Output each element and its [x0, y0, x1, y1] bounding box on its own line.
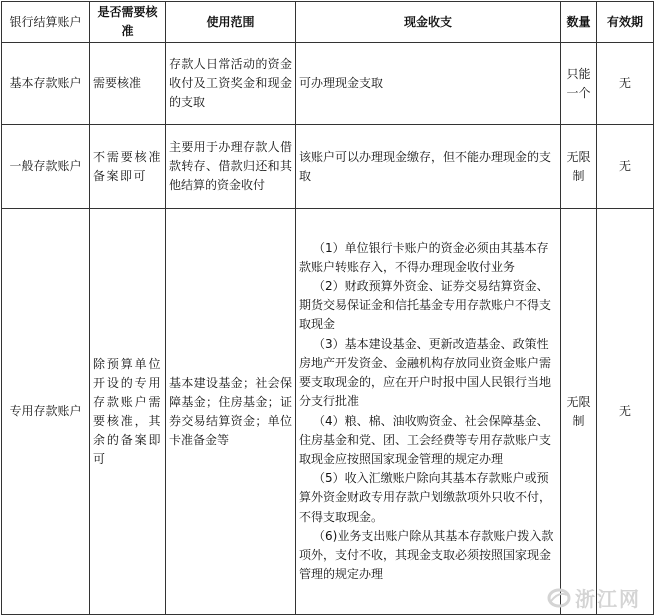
cash-rule: （6)业务支出账户除从其基本存款账户拨入款项外，支付不收，其现金支取必须按照国家现金管理的规定办理	[299, 528, 554, 582]
header-scope: 使用范围	[166, 2, 296, 43]
account-cell: 基本存款账户	[2, 43, 90, 125]
quantity-cell: 无限制	[561, 209, 597, 615]
approval-cell: 除预算单位开设的专用存款账户需要核准，其余的备案即可	[90, 209, 166, 615]
account-cell: 一般存款账户	[2, 125, 90, 209]
table-row	[2, 125, 654, 209]
approval-cell: 需要核准	[90, 43, 166, 125]
cash-rule: （1）单位银行卡账户的资金必须由其基本存款账户转账存入，不得办理现金收付业务	[299, 240, 549, 274]
header-quantity: 数量	[561, 2, 597, 43]
header-approval: 是否需要核准	[90, 2, 166, 43]
table-row	[2, 209, 654, 615]
quantity-cell: 无限制	[561, 125, 597, 209]
cash-cell: 可办理现金支取	[296, 43, 561, 125]
cash-cell: 该账户可以办理现金缴存，但不能办理现金的支取	[296, 125, 561, 209]
cash-rules-cell	[296, 209, 561, 615]
account-cell: 专用存款账户	[2, 209, 90, 615]
table-row	[2, 43, 654, 125]
cash-rule: （3）基本建设基金、更新改造基金、政策性房地产开发资金、金融机构存放同业资金账户需要支取现金的，应在开户时报中国人民银行当地分支行批准	[299, 336, 552, 409]
approval-cell: 不需要核准备案即可	[90, 125, 166, 209]
scope-cell: 基本建设基金；社会保障基金；住房基金；证券交易结算资金；单位卡准备金等	[166, 209, 296, 615]
cash-rule: （5）收入汇缴账户除向其基本存款账户或预算外资金财政专用存款户划缴款项外只收不付，不得支取现金。	[299, 471, 552, 524]
scope-cell: 主要用于办理存款人借款转存、借款归还和其他结算的资金收付	[166, 125, 296, 209]
header-validity: 有效期	[597, 2, 654, 43]
account-comparison-table	[1, 1, 654, 615]
header-account-type: 银行结算账户	[2, 2, 90, 43]
validity-cell: 无	[597, 43, 654, 125]
validity-cell: 无	[597, 209, 654, 615]
header-cash: 现金收支	[296, 2, 561, 43]
scope-cell: 存款人日常活动的资金收付及工资奖金和现金的支取	[166, 43, 296, 125]
validity-cell: 无	[597, 125, 654, 209]
quantity-cell: 只能一个	[561, 43, 597, 125]
cash-rule: （2）财政预算外资金、证券交易结算资金、期货交易保证金和信托基金专用存款账户不得支取现金	[299, 279, 552, 332]
watermark-text: 浙江网	[575, 587, 641, 611]
header-row	[2, 2, 654, 43]
cash-rule: （4）粮、棉、油收购资金、社会保障基金、住房基金和党、团、工会经费等专用存款账户支取现金应按照国家现金管理的规定办理	[299, 413, 552, 466]
